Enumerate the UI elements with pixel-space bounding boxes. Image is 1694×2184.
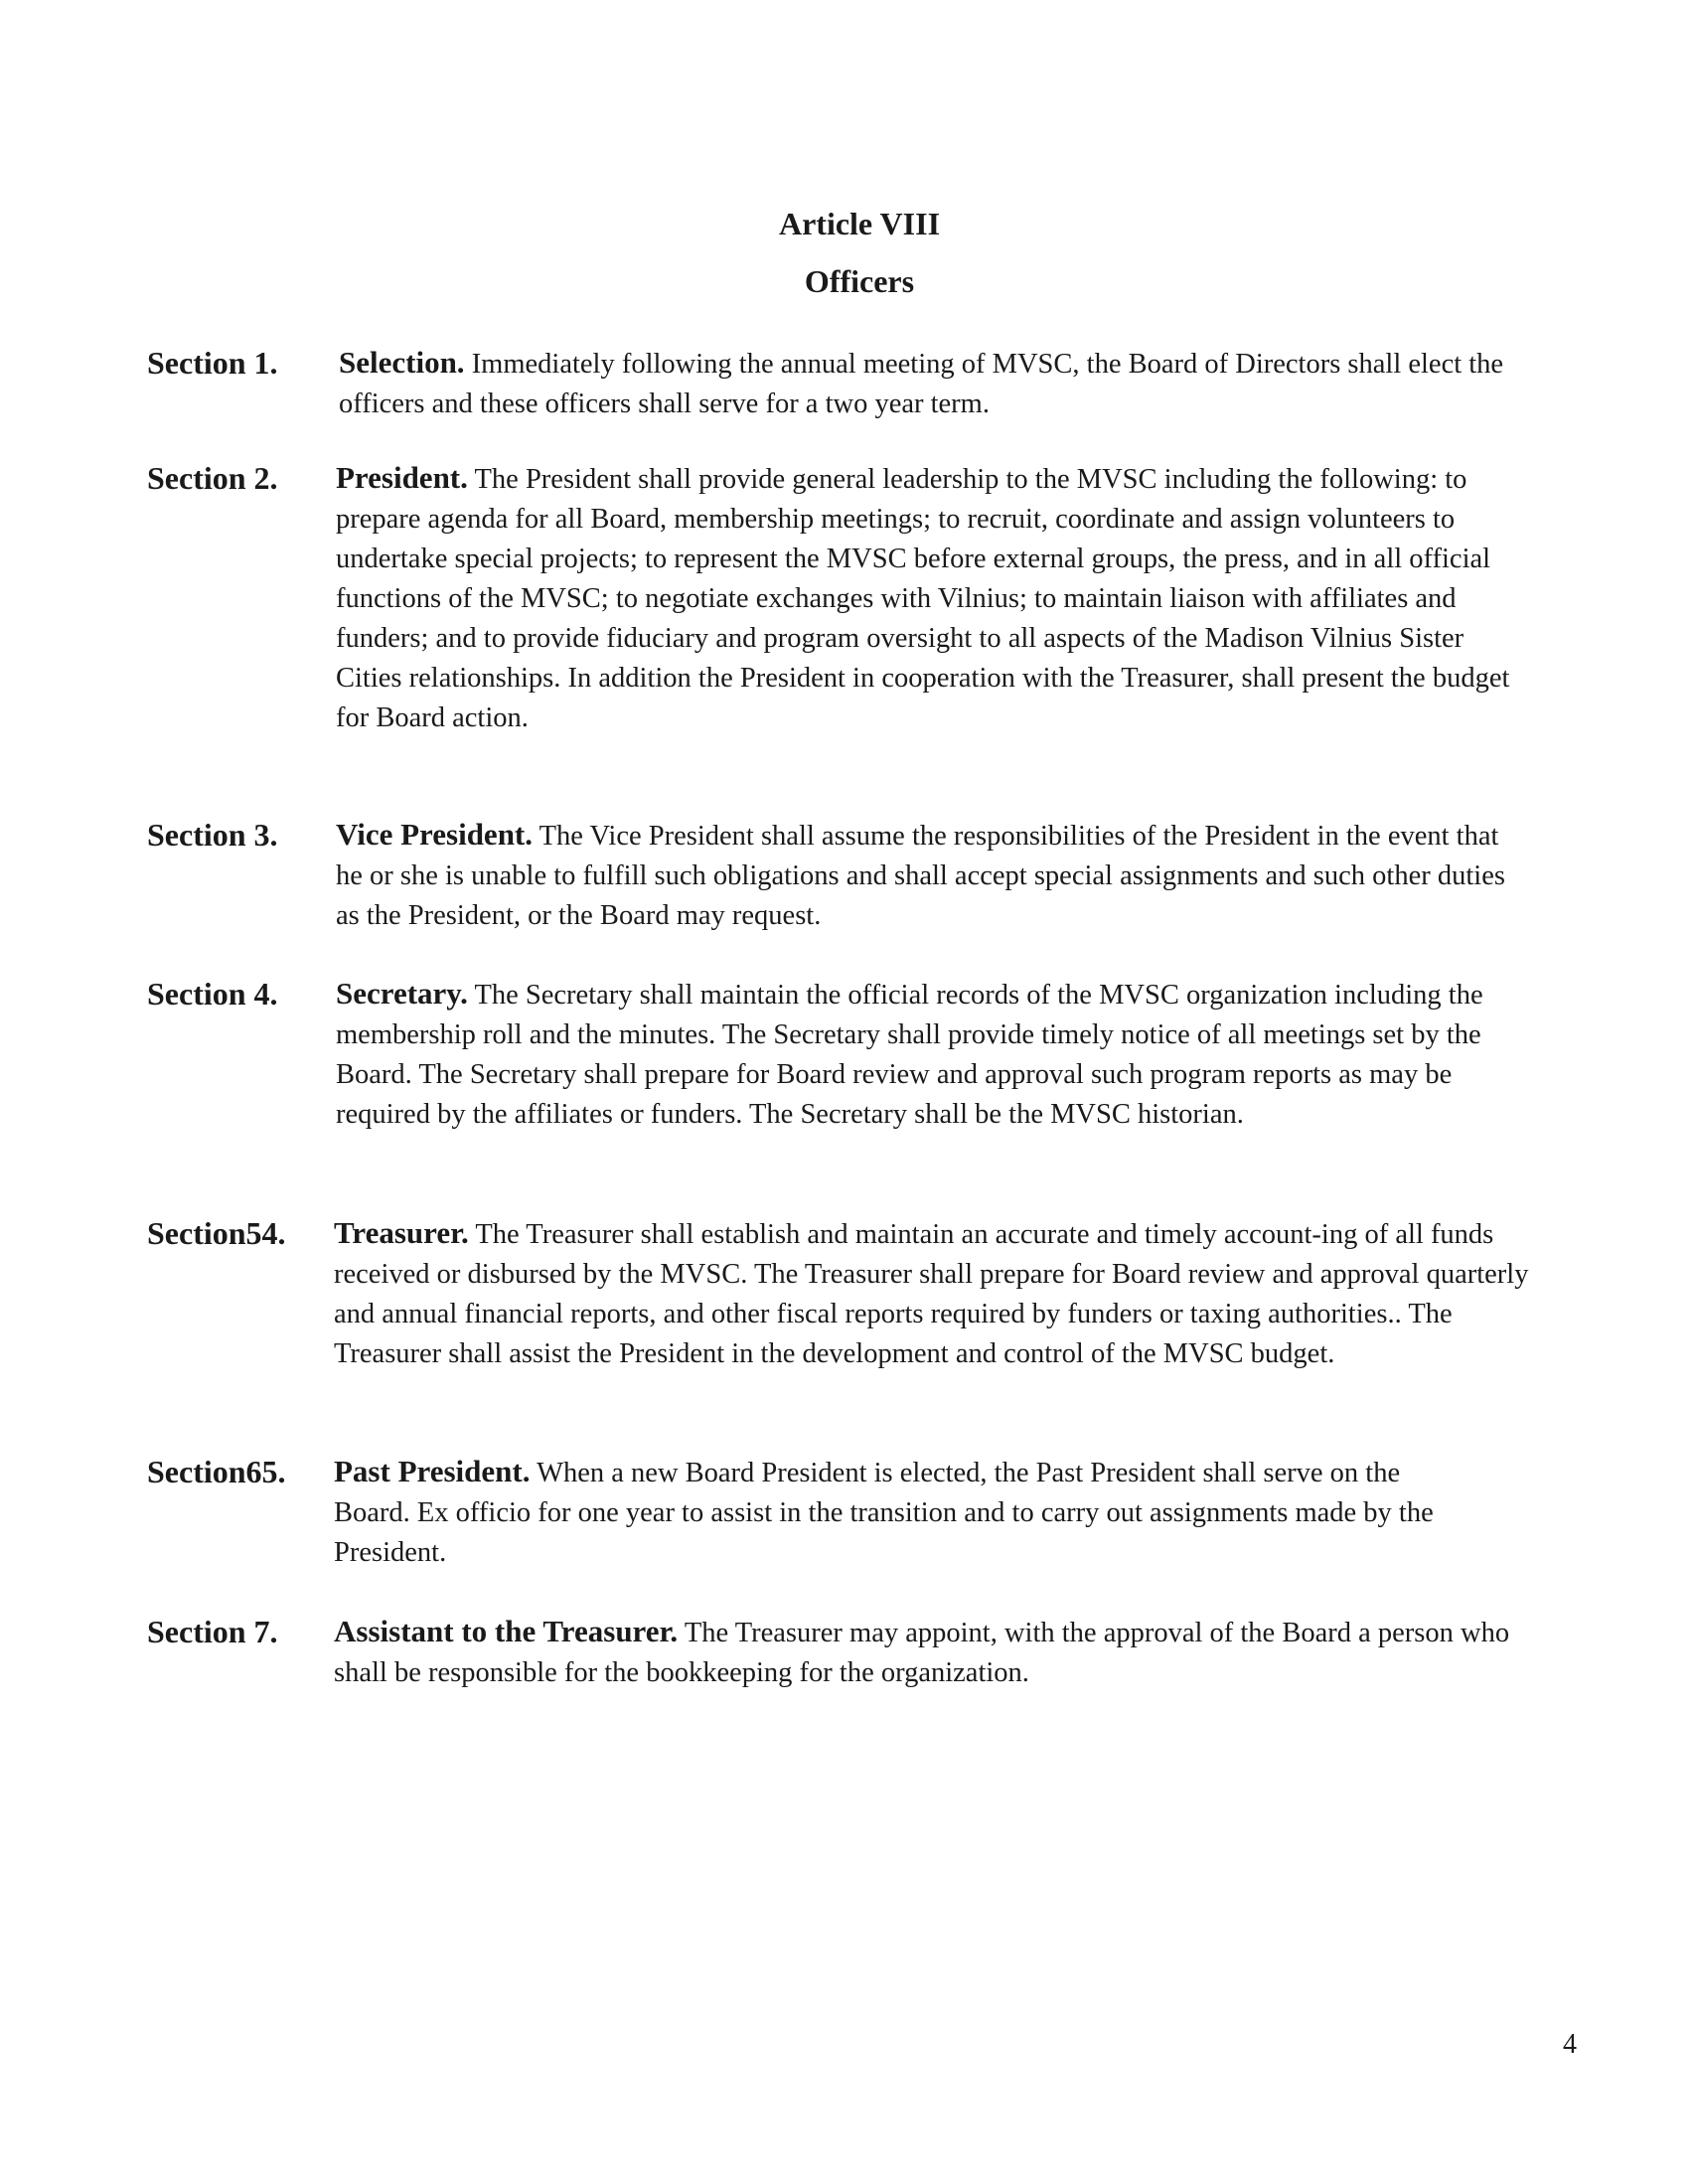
- article-title: Officers: [804, 263, 915, 299]
- section-title: Assistant to the Treasurer.: [334, 1614, 679, 1648]
- section-body: [336, 458, 1513, 738]
- page-number: 4: [1563, 2029, 1577, 2060]
- section-title: Secretary.: [336, 976, 468, 1011]
- section-label: Section 4.: [147, 976, 278, 1012]
- section-label: Section65.: [147, 1454, 286, 1489]
- section-label: Section 7.: [147, 1614, 278, 1649]
- section-text: The President shall provide general leadership to the MVSC including the following: to prepare agenda for all Board, membership meetings; to recruit, coordinate and assign volunteers to undertake special projects; to represent the MVSC before external groups, the press, and in all official functions of the MVSC; to negotiate exchanges with Vilnius; to maintain liaison with affiliates and funders; and to provide fiduciary and program oversight to all aspects of the Madison Vilnius Sister Cities relationships. In addition the President in cooperation with the Treasurer, shall present the budget for Board action.: [336, 464, 1510, 733]
- section-body: [334, 1452, 1476, 1573]
- section-text: The Secretary shall maintain the official records of the MVSC organization including the membership roll and the minutes. The Secretary shall provide timely notice of all meetings set by the Board. The Secretary shall prepare for Board review and approval such program reports as may be required by the affiliates or funders. The Secretary shall be the MVSC historian.: [336, 980, 1483, 1130]
- section-body: [339, 343, 1531, 424]
- section-body: [334, 1213, 1551, 1374]
- section-title: Treasurer.: [334, 1215, 469, 1250]
- section-label: Section54.: [147, 1215, 286, 1251]
- section-title: Selection.: [339, 345, 465, 380]
- article-number: Article VIII: [778, 206, 941, 241]
- section-label: Section 3.: [147, 817, 278, 853]
- section-title: President.: [336, 460, 468, 495]
- section-text: The Treasurer shall establish and maintain an accurate and timely account-ing of all funds received or disbursed by the MVSC. The Treasurer shall prepare for Board review and approval quarterly and annual financial reports, and other fiscal reports required by funders or taxing authorities.. The Treasurer shall assist the President in the development and control of the MVSC budget.: [334, 1219, 1529, 1369]
- section-title: Vice President.: [336, 817, 534, 852]
- section-text: The Treasurer may appoint, with the approval of the Board a person who shall be responsible for the bookkeeping for the organization.: [334, 1618, 1510, 1688]
- section-label: Section 1.: [147, 345, 278, 381]
- section-title: Past President.: [334, 1454, 531, 1488]
- section-body: [334, 1612, 1526, 1693]
- section-text: Immediately following the annual meeting of MVSC, the Board of Directors shall elect the officers and these officers shall serve for a two year term.: [339, 349, 1504, 419]
- section-label: Section 2.: [147, 460, 278, 496]
- section-body: [336, 815, 1528, 936]
- section-text: When a new Board President is elected, the Past President shall serve on the Board. Ex officio for one year to assist in the transition and to carry out assignments made by the President.: [334, 1458, 1434, 1568]
- section-text: The Vice President shall assume the responsibilities of the President in the event that he or she is unable to fulfill such obligations and shall accept special assignments and such other duties as the President, or the Board may request.: [336, 821, 1505, 931]
- section-body: [336, 974, 1498, 1135]
